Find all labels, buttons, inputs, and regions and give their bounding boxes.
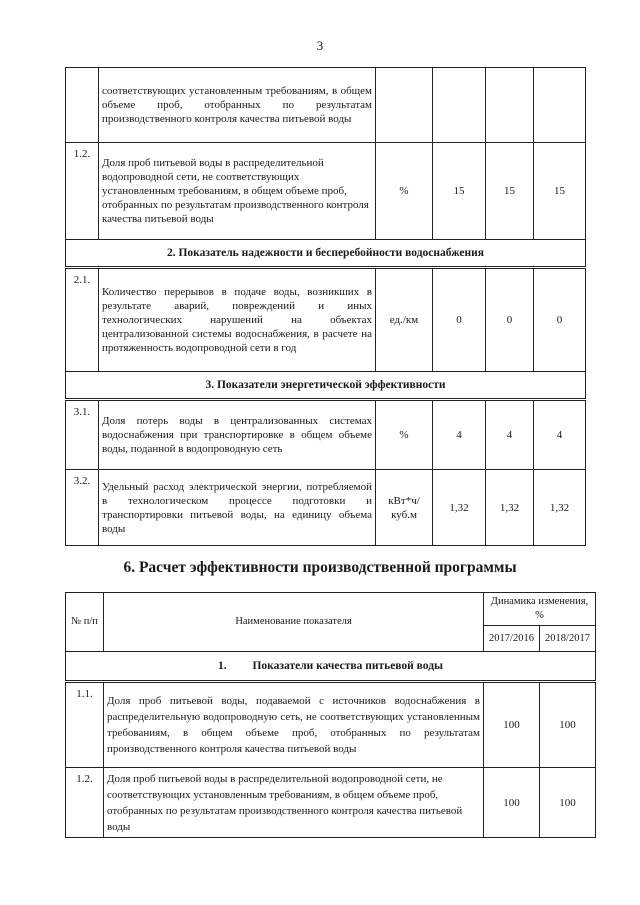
value-cell: 15 xyxy=(534,143,586,240)
value-cell: 100 xyxy=(484,682,540,768)
row-number xyxy=(66,68,99,143)
indicator-name: Доля проб питьевой воды в распределительной водопроводной сети, не соответствующих установленным требованиям, в общем объеме проб, отобранных по результатам производственного контроля качества питьевой воды xyxy=(99,143,376,240)
table-row xyxy=(66,682,596,768)
header-num: № п/п xyxy=(66,593,104,652)
value-cell: 1,32 xyxy=(433,470,486,546)
unit-cell: кВт*ч/ куб.м xyxy=(376,470,433,546)
unit-cell: ед./км xyxy=(376,268,433,372)
row-number: 3.2. xyxy=(66,470,99,546)
value-cell: 4 xyxy=(534,400,586,470)
group-title: 1. Показатели качества питьевой воды xyxy=(66,652,596,682)
value-cell: 100 xyxy=(540,682,596,768)
header-dynamics: Динамика изменения, % xyxy=(484,593,596,626)
indicator-name: Количество перерывов в подаче воды, возникших в результате аварий, повреждений и иных технологических нарушений на объектах централизованной системы водоснабжения, в расчете на протяженность водопроводной сети в год xyxy=(99,268,376,372)
section-title: 3. Показатели энергетической эффективности xyxy=(66,372,586,400)
indicators-table xyxy=(65,67,586,546)
header-period-1: 2017/2016 xyxy=(484,626,540,652)
value-cell xyxy=(534,68,586,143)
row-number: 1.2. xyxy=(66,143,99,240)
row-number: 3.1. xyxy=(66,400,99,470)
section-heading: 6. Расчет эффективности производственной программы xyxy=(123,559,517,576)
section-row xyxy=(66,372,586,400)
value-cell: 100 xyxy=(540,768,596,838)
value-cell: 4 xyxy=(433,400,486,470)
section-title: 2. Показатель надежности и бесперебойности водоснабжения xyxy=(66,240,586,268)
value-cell: 0 xyxy=(433,268,486,372)
unit-cell: % xyxy=(376,143,433,240)
efficiency-table xyxy=(65,592,596,838)
table-row xyxy=(66,768,596,838)
value-cell xyxy=(433,68,486,143)
value-cell: 0 xyxy=(486,268,534,372)
indicator-name: соответствующих установленным требованиям, в общем объеме проб, отобранных по результатам производственного контроля качества питьевой воды xyxy=(99,68,376,143)
value-cell: 100 xyxy=(484,768,540,838)
unit-cell: % xyxy=(376,400,433,470)
value-cell: 0 xyxy=(534,268,586,372)
table-row xyxy=(66,400,586,470)
page-number: 3 xyxy=(316,38,324,53)
header-name: Наименование показателя xyxy=(104,593,484,652)
unit-cell xyxy=(376,68,433,143)
indicator-name: Доля проб питьевой воды, подаваемой с источников водоснабжения в распределительную водопроводную сеть, не соответствующих установленным требованиям, в общем объеме проб, отобранных по результатам производственного контроля качества питьевой воды xyxy=(104,682,484,768)
value-cell: 15 xyxy=(486,143,534,240)
row-number: 1.1. xyxy=(66,682,104,768)
value-cell xyxy=(486,68,534,143)
value-cell: 15 xyxy=(433,143,486,240)
value-cell: 4 xyxy=(486,400,534,470)
section-row xyxy=(66,240,586,268)
table-row xyxy=(66,470,586,546)
row-number: 1.2. xyxy=(66,768,104,838)
indicator-name: Удельный расход электрической энергии, потребляемой в технологическом процессе подготовки и транспортировки питьевой воды, на единицу объема воды xyxy=(99,470,376,546)
header-row xyxy=(66,593,596,626)
row-number: 2.1. xyxy=(66,268,99,372)
value-cell: 1,32 xyxy=(534,470,586,546)
value-cell: 1,32 xyxy=(486,470,534,546)
indicator-name: Доля потерь воды в централизованных системах водоснабжения при транспортировке в общем объеме воды, поданной в водопроводную сеть xyxy=(99,400,376,470)
header-period-2: 2018/2017 xyxy=(540,626,596,652)
table-row xyxy=(66,68,586,143)
indicator-name: Доля проб питьевой воды в распределительной водопроводной сети, не соответствующих установленным требованиям, в общем объеме проб, отобранных по результатам производственного контроля качества питьевой воды xyxy=(104,768,484,838)
table-row xyxy=(66,268,586,372)
table-row xyxy=(66,143,586,240)
group-row xyxy=(66,652,596,682)
